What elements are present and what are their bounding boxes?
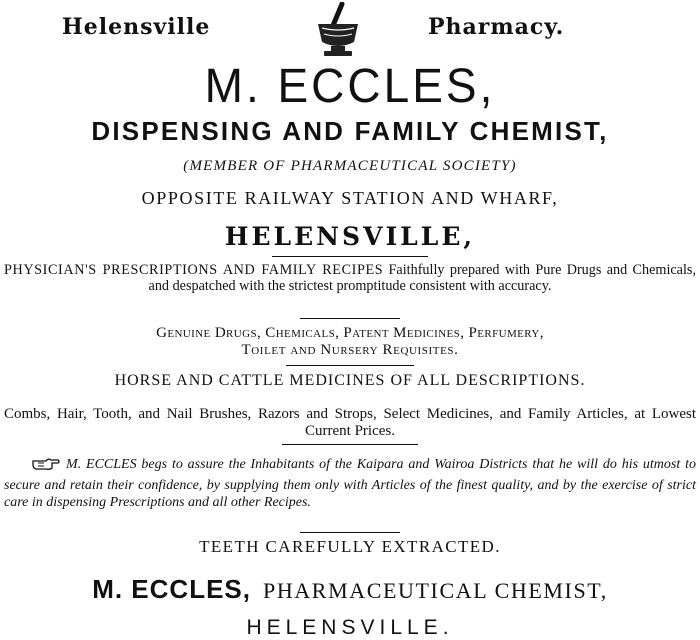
prescriptions-paragraph: [4, 262, 696, 294]
prescriptions-caps: PHYSICIAN'S PRESCRIPTIONS AND FAMILY RECIPES: [4, 262, 384, 278]
teeth-line: TEETH CAREFULLY EXTRACTED.: [199, 537, 501, 556]
footer-line: [0, 574, 700, 605]
business-title: DISPENSING AND FAMILY CHEMIST,: [91, 116, 609, 146]
footer-town: HELENSVILLE.: [246, 616, 454, 639]
divider-4: [282, 444, 418, 445]
notice-text: M. ECCLES begs to assure the Inhabitants of the Kaipara and Wairoa Districts that he will do his utmost to secure and retain their confidence, by supplying them only with Articles of the finest quality, and by the exercise of strict care in dispensing Prescriptions and all other Recipes.: [4, 457, 696, 510]
proprietor-name: M. ECCLES,: [204, 57, 496, 113]
header-left: Helensville: [62, 14, 211, 40]
divider-5: [300, 532, 400, 533]
brushes-paragraph: Combs, Hair, Tooth, and Nail Brushes, Razors and Strops, Select Medicines, and Family Articles, at Lowest Current Prices.: [4, 406, 696, 439]
divider-3: [286, 365, 414, 366]
divider-1: [272, 256, 428, 257]
notice-paragraph: [4, 456, 696, 512]
location-line: OPPOSITE RAILWAY STATION AND WHARF,: [141, 188, 559, 208]
header-right: Pharmacy.: [428, 14, 565, 40]
mortar-and-pestle-icon: [312, 2, 364, 58]
prescriptions-text: Faithfully prepared with Pure Drugs and Chemicals, and despatched with the strictest promptitude consistent with accuracy.: [148, 262, 696, 294]
membership-line: (MEMBER OF PHARMACEUTICAL SOCIETY): [183, 158, 517, 174]
products-line-1: Genuine Drugs, Chemicals, Patent Medicines, Perfumery,: [156, 325, 544, 341]
footer-role: PHARMACEUTICAL CHEMIST,: [262, 578, 608, 603]
town-banner: HELENSVILLE,: [224, 222, 476, 251]
divider-2: [300, 318, 400, 319]
products-line-2: Toilet and Nursery Requisites.: [241, 342, 459, 358]
footer-name: M. ECCLES,: [92, 574, 251, 604]
horse-cattle-line: HORSE AND CATTLE MEDICINES OF ALL DESCRIPTIONS.: [114, 372, 586, 389]
pointing-hand-icon: [4, 457, 66, 477]
